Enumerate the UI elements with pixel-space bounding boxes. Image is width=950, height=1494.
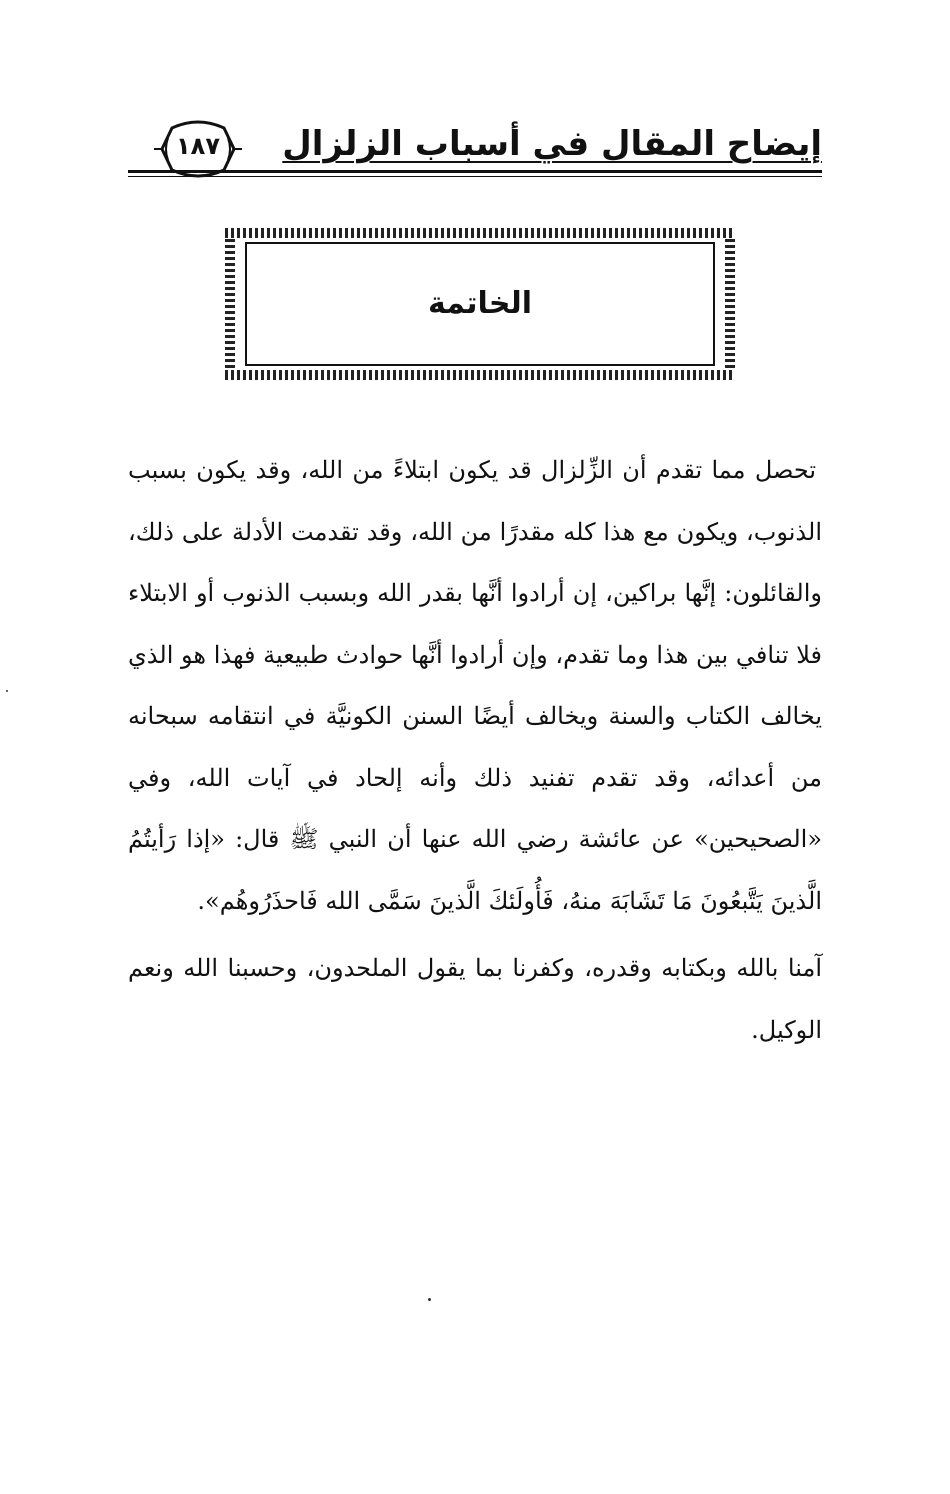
paragraph: تحصل مما تقدم أن الزِّلزال قد يكون ابتلاءً من الله، وقد يكون بسبب الذنوب، ويكون مع هذا كله مقدرًا من الله، وقد تقدمت الأدلة على ذلك، والقائلون: إنَّها براكين، إن أرادوا أنَّها بقدر الله وبسبب الذنوب أو الابتلاء فلا تنافي بين هذا وما تقدم، وإن أرادوا أنَّها حوادث طبيعية فهذا هو الذي يخالف الكتاب والسنة ويخالف أيضًا السنن الكونيَّة في انتقامه سبحانه من أعدائه، وقد تقدم تفنيد ذلك وأنه إلحاد في آيات الله، وفي «الصحيحين» عن عائشة رضي الله عنها أن النبي ﷺ قال: «إذا رَأيتُمُ الَّذينَ يَتَّبعُونَ مَا تَشَابَهَ منهُ، فَأُولَئكَ الَّذينَ سَمَّى الله فَاحذَرُوهُم».: [128, 456, 822, 915]
chapter-title-frame: [215, 218, 745, 390]
scan-speck: [6, 690, 8, 692]
running-header: [128, 118, 822, 182]
scan-speck: [428, 1298, 431, 1301]
header-rule-thin: [128, 176, 822, 177]
body-text: [128, 440, 822, 1061]
book-title: إيضاح المقال في أسباب الزلزال: [282, 124, 822, 164]
header-rule: [128, 170, 822, 173]
chapter-title: الخاتمة: [427, 286, 532, 321]
paragraph: آمنا بالله وبكتابه وقدره، وكفرنا بما يقول الملحدون، وحسبنا الله ونعم الوكيل.: [128, 954, 822, 1044]
title-box: [245, 242, 715, 366]
page-number: ١٨٧: [176, 132, 220, 160]
